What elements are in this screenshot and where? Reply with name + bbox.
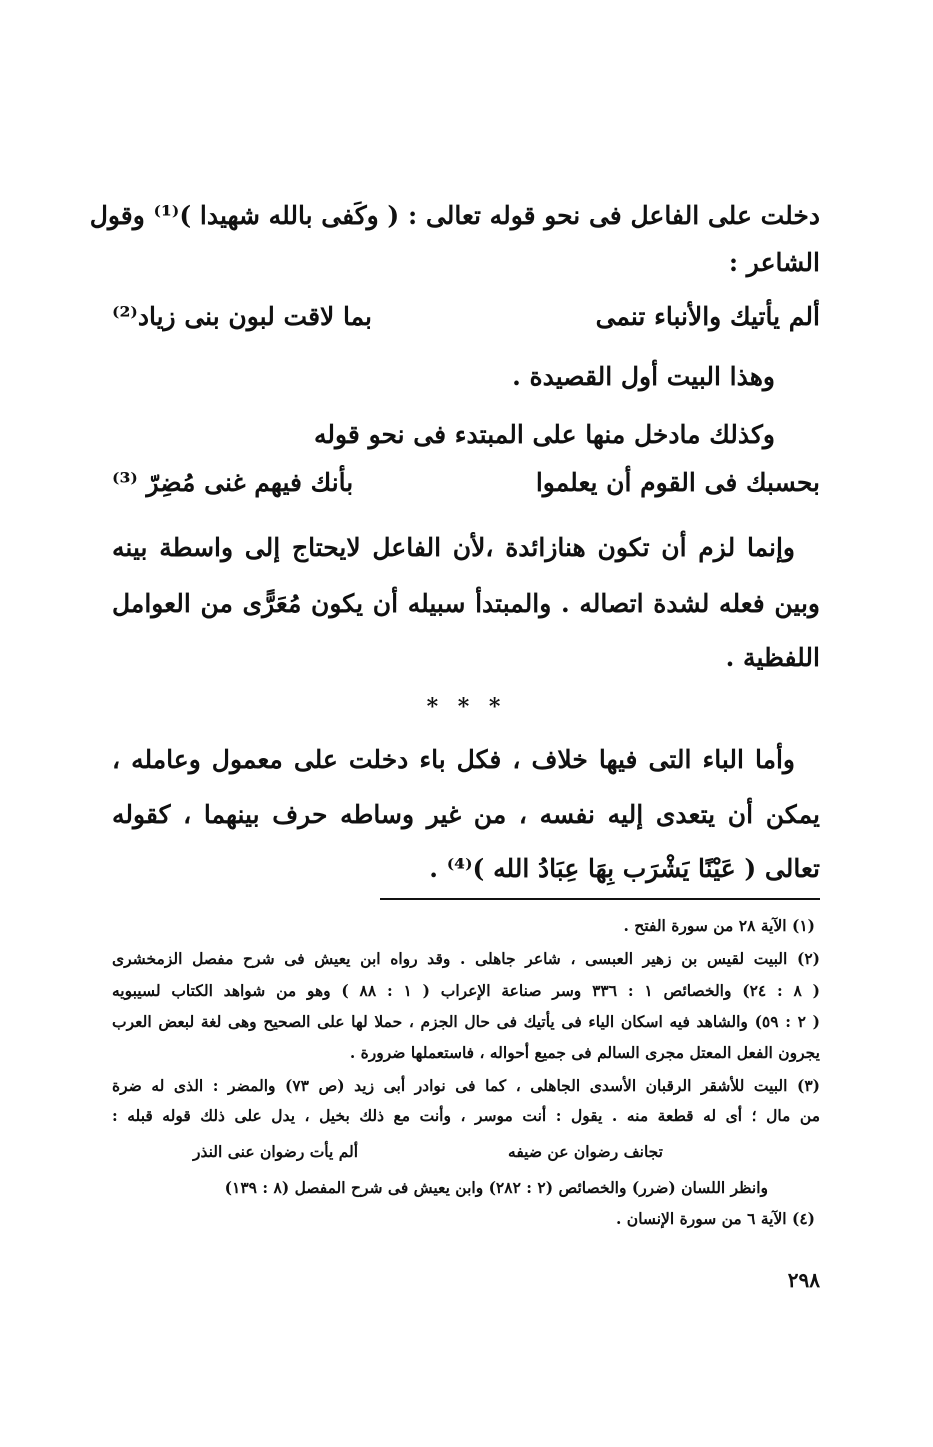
body-line-2: الشاعر : (728, 248, 820, 277)
body-line-8: وأما الباء التى فيها خلاف ، فكل باء دخلت على معمول وعامله ، (112, 745, 795, 774)
footnote-line-6: (٣) البيت للأشقر الرقبان الأسدى الجاهلى ، كما فى نوادر أبى زيد (ص ٧٣) والمضر : الذى له ضرة (112, 1076, 821, 1095)
body-line-3: وهذا البيت أول القصيدة . (512, 362, 775, 391)
verse-2 (112, 468, 820, 497)
verse-1-second-hemistich: بما لاقت لبون بنى زياد⁽²⁾ (112, 302, 373, 331)
footnote-verse-second-hemistich: ألم يأت رضوان عنى النذر (193, 1142, 359, 1161)
footnote-line-3: ( ٨ : ٢٤) والخصائص ١ : ٣٣٦ وسر صناعة الإعراب ( ١ : ٨٨ ) وهو من شواهد الكتاب لسيبويه (112, 981, 820, 1000)
footnote-verse-first-hemistich: تجانف رضوان عن ضيفه (508, 1142, 663, 1161)
footnote-divider (380, 898, 820, 900)
verse-2-second-hemistich: بأنك فيهم غنى مُضِرّ ⁽³⁾ (112, 468, 354, 497)
footnote-line-5: يجرون الفعل المعتل مجرى السالم فى جميع أحواله ، فاستعملها ضرورة . (349, 1043, 820, 1062)
body-line-6: وبين فعله لشدة اتصاله . والمبتدأ سبيله أن يكون مُعَرًّى من العوامل (112, 589, 820, 618)
body-line-9: يمكن أن يتعدى إليه نفسه ، من غير وساطه حرف بينهما ، كقوله (112, 800, 820, 829)
verse-2-first-hemistich: بحسبك فى القوم أن يعلموا (535, 468, 820, 497)
body-line-4: وكذلك مادخل منها على المبتدء فى نحو قوله (313, 420, 775, 449)
footnote-line-8: وانظر اللسان (ضرر) والخصائص (٢ : ٢٨٢) وابن يعيش فى شرح المفصل (٨ : ١٣٩) (224, 1178, 768, 1197)
body-line-10: تعالى ( عَيْنًا يَشْرَب بِهَا عِبَادُ الله )⁽⁴⁾ . (429, 854, 820, 883)
footnote-line-1: (١) الآية ٢٨ من سورة الفتح . (623, 916, 815, 935)
page-number: ٢٩٨ (787, 1268, 820, 1292)
verse-1-first-hemistich: ألم يأتيك والأنباء تنمى (595, 302, 820, 331)
footnote-verse (193, 1142, 663, 1161)
verse-1 (112, 302, 820, 331)
footnote-line-7: من مال ؛ أى له قطعة منه . يقول : أنت موسر ، وأنت مع ذلك بخيل ، يدل على ذلك قوله قبله : (112, 1106, 820, 1125)
footnote-line-9: (٤) الآية ٦ من سورة الإنسان . (616, 1209, 815, 1228)
body-line-7: اللفظية . (725, 643, 820, 672)
section-separator: * * * (426, 694, 507, 720)
body-line-1: دخلت على الفاعل فى نحو قوله تعالى : ( وكَفى بالله شهيدا )⁽¹⁾ وقول (89, 201, 820, 230)
footnote-line-4: ( ٢ : ٥٩) والشاهد فيه اسكان الياء فى يأتيك فى حال الجزم ، حملا لها على الصحيح وهى لغة لبعض العرب (112, 1012, 820, 1031)
footnote-line-2: (٢) البيت لقيس بن زهير العبسى ، شاعر جاهلى . وقد رواه ابن يعيش فى شرح مفصل الزمخشرى (112, 949, 820, 968)
body-line-5: وإنما لزم أن تكون هنازائدة ،لأن الفاعل لايحتاج إلى واسطة بينه (112, 533, 795, 562)
